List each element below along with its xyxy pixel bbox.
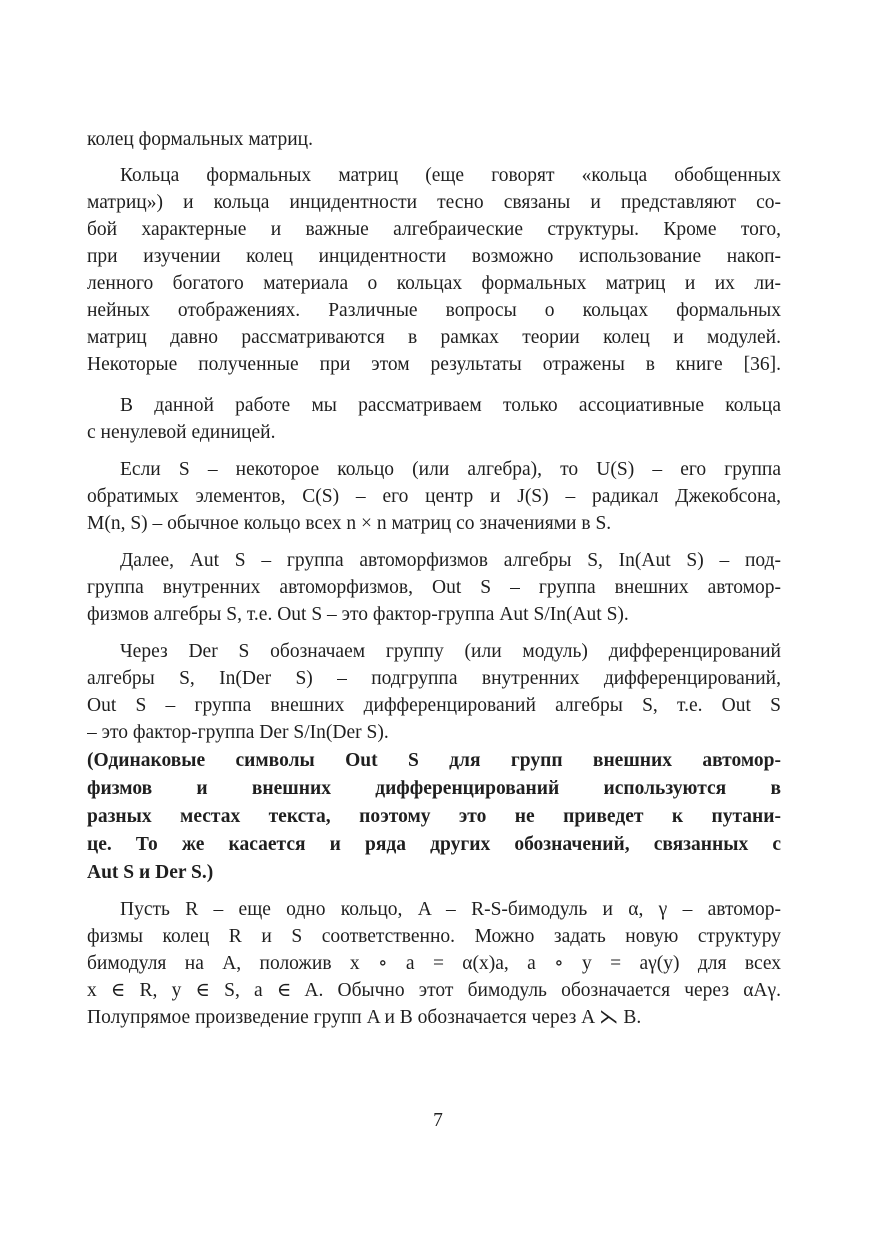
text-line: колец формальных матриц.: [87, 129, 313, 150]
text-line: нейных отображениях. Различные вопросы о кольцах формальных: [87, 300, 781, 321]
text-line: – это фактор-группа Der S/In(Der S).: [87, 722, 389, 743]
text-line: ленного богатого материала о кольцах формальных матриц и их ли-: [87, 273, 781, 294]
text-line: алгебры S, In(Der S) – подгруппа внутренних дифференцирований,: [87, 668, 781, 689]
bold-text-line: Aut S и Der S.): [87, 862, 214, 883]
text-line: M(n, S) – обычное кольцо всех n × n матриц со значениями в S.: [87, 513, 612, 534]
text-line: Если S – некоторое кольцо (или алгебра), то U(S) – его группа: [120, 459, 781, 480]
text-line: физмы колец R и S соответственно. Можно задать новую структуру: [87, 926, 781, 947]
text-line: В данной работе мы рассматриваем только ассоциативные кольца: [120, 395, 781, 416]
page-number: 7: [433, 1110, 443, 1131]
text-line: Через Der S обозначаем группу (или модуль) дифференцирований: [120, 641, 781, 662]
bold-text-line: физмов и внешних дифференцирований используются в: [87, 778, 781, 799]
text-line: Пусть R – еще одно кольцо, A – R-S-бимодуль и α, γ – автомор-: [120, 899, 781, 920]
text-line: Кольца формальных матриц (еще говорят «кольца обобщенных: [120, 165, 781, 186]
text-line: группа внутренних автоморфизмов, Out S – группа внешних автомор-: [87, 577, 781, 598]
text-line: физмов алгебры S, т.е. Out S – это фактор-группа Aut S/In(Aut S).: [87, 604, 629, 625]
bold-text-line: (Одинаковые символы Out S для групп внешних автомор-: [87, 750, 781, 771]
text-line: Некоторые полученные при этом результаты отражены в книге [36].: [87, 354, 781, 375]
text-line: матриц») и кольца инцидентности тесно связаны и представляют со-: [87, 192, 781, 213]
text-line: Out S – группа внешних дифференцирований алгебры S, т.е. Out S: [87, 695, 781, 716]
text-line: матриц давно рассматриваются в рамках теории колец и модулей.: [87, 327, 781, 348]
text-line: при изучении колец инцидентности возможно использование накоп-: [87, 246, 781, 267]
text-line: Полупрямое произведение групп A и B обозначается через A ⋋ B.: [87, 1007, 642, 1028]
text-line: бой характерные и важные алгебраические структуры. Кроме того,: [87, 219, 781, 240]
bold-text-line: це. То же касается и ряда других обозначений, связанных с: [87, 834, 781, 855]
bold-text-line: разных местах текста, поэтому это не приведет к путани-: [87, 806, 781, 827]
text-line: x ∈ R, y ∈ S, a ∈ A. Обычно этот бимодуль обозначается через αAγ.: [87, 980, 781, 1001]
text-line: Далее, Aut S – группа автоморфизмов алгебры S, In(Aut S) – под-: [120, 550, 781, 571]
text-line: бимодуля на A, положив x ∘ a = α(x)a, a ∘ y = aγ(y) для всех: [87, 953, 781, 974]
text-line: обратимых элементов, C(S) – его центр и J(S) – радикал Джекобсона,: [87, 486, 781, 507]
text-line: с ненулевой единицей.: [87, 422, 276, 443]
